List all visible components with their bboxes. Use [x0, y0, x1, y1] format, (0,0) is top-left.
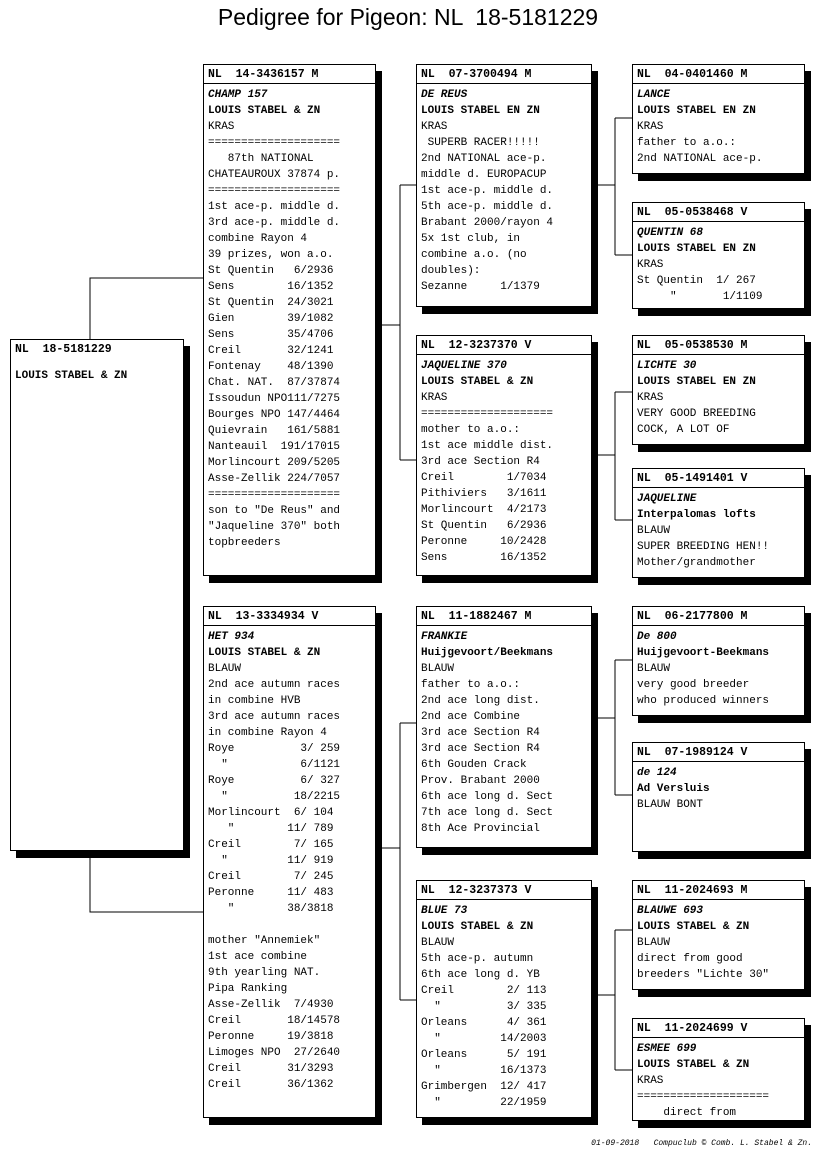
info-line: combine Rayon 4 — [208, 233, 308, 245]
pedigree-card-ssd — [632, 202, 805, 309]
info-line: 3rd ace-p. middle d. — [208, 217, 341, 229]
breeder-name: Huijgevoort-Beekmans — [637, 647, 770, 659]
info-line: Bourges NPO 147/4464 — [208, 409, 341, 421]
info-line: direct from — [637, 1107, 737, 1119]
ring-number: NL 05-1491401 V — [633, 471, 804, 488]
pedigree-card-sdd — [632, 468, 805, 578]
pigeon-name: CHAMP 157 — [208, 89, 268, 101]
info-line: BLAUW — [637, 937, 671, 949]
ring-number: NL 06-2177800 M — [633, 609, 804, 626]
info-line: St Quentin 6/2936 — [208, 265, 334, 277]
info-line: " 6/1121 — [208, 759, 341, 771]
info-line: KRAS — [637, 392, 664, 404]
breeder-name: LOUIS STABEL EN ZN — [421, 105, 540, 117]
info-line: Sens 35/4706 — [208, 329, 334, 341]
pedigree-card-dsd — [632, 742, 805, 852]
info-line: " 14/2003 — [421, 1033, 547, 1045]
info-line: ==================== — [208, 137, 341, 149]
info-line: 3rd ace Section R4 — [421, 743, 540, 755]
info-line: Asse-Zellik 7/4930 — [208, 999, 334, 1011]
info-line: 5th ace-p. middle d. — [421, 201, 554, 213]
info-line: 8th Ace Provincial — [421, 823, 540, 835]
info-line: BLAUW BONT — [637, 799, 704, 811]
pedigree-card-dss — [632, 606, 805, 716]
info-line: SUPERB RACER!!!!! — [421, 137, 540, 149]
info-line: Limoges NPO 27/2640 — [208, 1047, 341, 1059]
breeder-name: Huijgevoort/Beekmans — [421, 647, 554, 659]
info-line: ==================== — [421, 408, 554, 420]
info-line: 5th ace-p. autumn — [421, 953, 534, 965]
info-line: Creil 18/14578 — [208, 1015, 341, 1027]
pigeon-name: LICHTE 30 — [637, 360, 697, 372]
info-line: breeders "Lichte 30" — [637, 969, 770, 981]
info-line: doubles): — [421, 265, 481, 277]
info-line: " 18/2215 — [208, 791, 341, 803]
info-line: Morlincourt 6/ 104 — [208, 807, 334, 819]
info-line: " 11/ 789 — [208, 823, 334, 835]
ring-number: NL 11-2024693 M — [633, 883, 804, 900]
info-line: Quievrain 161/5881 — [208, 425, 341, 437]
ring-number: NL 18-5181229 — [15, 343, 112, 356]
info-line: BLAUW — [637, 663, 671, 675]
info-line: Grimbergen 12/ 417 — [421, 1081, 547, 1093]
breeder-name: LOUIS STABEL & ZN — [208, 647, 321, 659]
pedigree-card-sire — [203, 64, 376, 576]
info-line: BLAUW — [421, 663, 455, 675]
pedigree-card-ddd — [632, 1018, 805, 1121]
info-line: Roye 6/ 327 — [208, 775, 341, 787]
credit-text: Compuclub © Comb. L. Stabel & Zn. — [653, 1139, 812, 1148]
info-line: Roye 3/ 259 — [208, 743, 341, 755]
info-line: mother "Annemiek" — [208, 935, 321, 947]
info-line: VERY GOOD BREEDING — [637, 408, 756, 420]
info-line: "Jaqueline 370" both — [208, 521, 341, 533]
info-line: ==================== — [208, 489, 341, 501]
info-line: 2nd ace autumn races — [208, 679, 341, 691]
pigeon-name: FRANKIE — [421, 631, 468, 643]
info-line: 2nd ace Combine — [421, 711, 521, 723]
info-line: 3rd ace Section R4 — [421, 727, 540, 739]
breeder-name: LOUIS STABEL & ZN — [208, 105, 321, 117]
breeder-name: LOUIS STABEL & ZN — [421, 921, 534, 933]
info-line: " 1/1109 — [637, 291, 763, 303]
info-line: " 22/1959 — [421, 1097, 547, 1109]
info-line: KRAS — [208, 121, 235, 133]
info-line: KRAS — [421, 121, 448, 133]
pigeon-name: de 124 — [637, 767, 677, 779]
info-line: " 38/3818 — [208, 903, 334, 915]
info-line: Creil 7/ 245 — [208, 871, 334, 883]
pedigree-card-sire-sire — [416, 64, 592, 307]
info-line: COCK, A LOT OF — [637, 424, 730, 436]
breeder-name: LOUIS STABEL EN ZN — [637, 376, 756, 388]
info-line: 6th Gouden Crack — [421, 759, 527, 771]
info-line: St Quentin 1/ 267 — [637, 275, 756, 287]
info-line: Peronne 10/2428 — [421, 536, 547, 548]
info-line: Creil 2/ 113 — [421, 985, 547, 997]
pigeon-name: BLUE 73 — [421, 905, 468, 917]
pigeon-name: De 800 — [637, 631, 677, 643]
info-line: SUPER BREEDING HEN!! — [637, 541, 770, 553]
ring-number: NL 07-1989124 V — [633, 745, 804, 762]
info-line: combine a.o. (no — [421, 249, 527, 261]
info-line: St Quentin 24/3021 — [208, 297, 334, 309]
breeder-name: LOUIS STABEL & ZN — [637, 1059, 750, 1071]
info-line: son to "De Reus" and — [208, 505, 341, 517]
info-line: Sens 16/1352 — [421, 552, 547, 564]
pigeon-name: BLAUWE 693 — [637, 905, 704, 917]
info-line: 1st ace combine — [208, 951, 308, 963]
ring-number: NL 12-3237370 V — [417, 338, 591, 355]
breeder-name: LOUIS STABEL EN ZN — [637, 243, 756, 255]
info-line: Pipa Ranking — [208, 983, 288, 995]
pigeon-name: JAQUELINE — [637, 493, 697, 505]
info-line: Orleans 5/ 191 — [421, 1049, 547, 1061]
breeder-name: LOUIS STABEL EN ZN — [637, 105, 756, 117]
info-line: KRAS — [421, 392, 448, 404]
info-line: Pithiviers 3/1611 — [421, 488, 547, 500]
info-line: 6th ace long d. Sect — [421, 791, 554, 803]
ring-number: NL 11-2024699 V — [633, 1021, 804, 1038]
pedigree-card-sire-dam — [416, 335, 592, 576]
info-line — [208, 917, 371, 933]
info-line: KRAS — [637, 121, 664, 133]
info-line: Sens 16/1352 — [208, 281, 334, 293]
info-line: " 3/ 335 — [421, 1001, 547, 1013]
info-line: very good breeder — [637, 679, 750, 691]
pigeon-name: JAQUELINE 370 — [421, 360, 507, 372]
info-line: 1st ace middle dist. — [421, 440, 554, 452]
info-line: 7th ace long d. Sect — [421, 807, 554, 819]
info-line: direct from good — [637, 953, 743, 965]
info-line: 3rd ace Section R4 — [421, 456, 540, 468]
info-line: topbreeders — [208, 537, 281, 549]
info-line: " 11/ 919 — [208, 855, 334, 867]
info-line: Issoudun NPO111/7275 — [208, 393, 341, 405]
info-line: ==================== — [637, 1091, 770, 1103]
pedigree-card-dam — [203, 606, 376, 1118]
pedigree-card-sds — [632, 335, 805, 445]
info-line: Brabant 2000/rayon 4 — [421, 217, 554, 229]
ring-number: NL 12-3237373 V — [417, 883, 591, 900]
ring-number: NL 04-0401460 M — [633, 67, 804, 84]
pedigree-card-dds — [632, 880, 805, 990]
info-line: Asse-Zellik 224/7057 — [208, 473, 341, 485]
info-line: Peronne 11/ 483 — [208, 887, 334, 899]
info-line: middle d. EUROPACUP — [421, 169, 547, 181]
info-line: CHATEAUROUX 37874 p. — [208, 169, 341, 181]
info-line: Prov. Brabant 2000 — [421, 775, 540, 787]
page-title: Pedigree for Pigeon: NL 18-5181229 — [217, 4, 599, 30]
breeder-name: LOUIS STABEL & ZN — [421, 376, 534, 388]
info-line: 2nd NATIONAL ace-p. — [421, 153, 547, 165]
info-line: 6th ace long d. YB — [421, 969, 540, 981]
info-line: 1st ace-p. middle d. — [208, 201, 341, 213]
info-line: 2nd NATIONAL ace-p. — [637, 153, 763, 165]
info-line: Gien 39/1082 — [208, 313, 334, 325]
pedigree-card-subject — [10, 339, 184, 851]
info-line: ==================== — [208, 185, 341, 197]
info-line: 39 prizes, won a.o. — [208, 249, 334, 261]
pigeon-name: ESMEE 699 — [637, 1043, 697, 1055]
ring-number: NL 05-0538530 M — [633, 338, 804, 355]
info-line: Nanteauil 191/17015 — [208, 441, 341, 453]
info-line: Chat. NAT. 87/37874 — [208, 377, 341, 389]
info-line: who produced winners — [637, 695, 770, 707]
info-line: 5x 1st club, in — [421, 233, 521, 245]
pedigree-card-dam-sire — [416, 606, 592, 848]
footer — [591, 1139, 812, 1148]
pedigree-card-sss — [632, 64, 805, 174]
breeder-name: Interpalomas lofts — [637, 509, 756, 521]
pedigree-card-dam-dam — [416, 880, 592, 1118]
info-line: Morlincourt 209/5205 — [208, 457, 341, 469]
info-line: Peronne 19/3818 — [208, 1031, 334, 1043]
pigeon-name: LANCE — [637, 89, 671, 101]
info-line: Creil 1/7034 — [421, 472, 547, 484]
info-line: in combine HVB — [208, 695, 301, 707]
info-line: Sezanne 1/1379 — [421, 281, 540, 293]
breeder-name: Ad Versluis — [637, 783, 710, 795]
breeder-name: LOUIS STABEL & ZN — [637, 921, 750, 933]
info-line: 9th yearling NAT. — [208, 967, 321, 979]
info-line: BLAUW — [208, 663, 242, 675]
info-line: 3rd ace autumn races — [208, 711, 341, 723]
pigeon-name: DE REUS — [421, 89, 468, 101]
info-line: St Quentin 6/2936 — [421, 520, 547, 532]
info-line: father to a.o.: — [421, 679, 521, 691]
info-line: 1st ace-p. middle d. — [421, 185, 554, 197]
info-line: Orleans 4/ 361 — [421, 1017, 547, 1029]
ring-number: NL 14-3436157 M — [204, 67, 375, 84]
info-line: Creil 31/3293 — [208, 1063, 334, 1075]
breeder-name: LOUIS STABEL & ZN — [15, 370, 128, 382]
info-line: Fontenay 48/1390 — [208, 361, 334, 373]
info-line: BLAUW — [421, 937, 455, 949]
info-line: Creil 36/1362 — [208, 1079, 334, 1091]
info-line: KRAS — [637, 1075, 664, 1087]
pigeon-name: HET 934 — [208, 631, 255, 643]
info-line: Morlincourt 4/2173 — [421, 504, 547, 516]
ring-number: NL 05-0538468 V — [633, 205, 804, 222]
info-line: 87th NATIONAL — [208, 153, 314, 165]
info-line: BLAUW — [637, 525, 671, 537]
print-date: 01-09-2018 — [591, 1139, 640, 1148]
info-line: mother to a.o.: — [421, 424, 521, 436]
info-line: Creil 7/ 165 — [208, 839, 334, 851]
ring-number: NL 13-3334934 V — [204, 609, 375, 626]
info-line: " 16/1373 — [421, 1065, 547, 1077]
info-line: 2nd ace long dist. — [421, 695, 540, 707]
info-line: in combine Rayon 4 — [208, 727, 327, 739]
ring-number: NL 11-1882467 M — [417, 609, 591, 626]
info-line: KRAS — [637, 259, 664, 271]
info-line: Creil 32/1241 — [208, 345, 334, 357]
info-line: father to a.o.: — [637, 137, 737, 149]
info-line: Mother/grandmother — [637, 557, 756, 569]
pigeon-name: QUENTIN 68 — [637, 227, 704, 239]
ring-number: NL 07-3700494 M — [417, 67, 591, 84]
